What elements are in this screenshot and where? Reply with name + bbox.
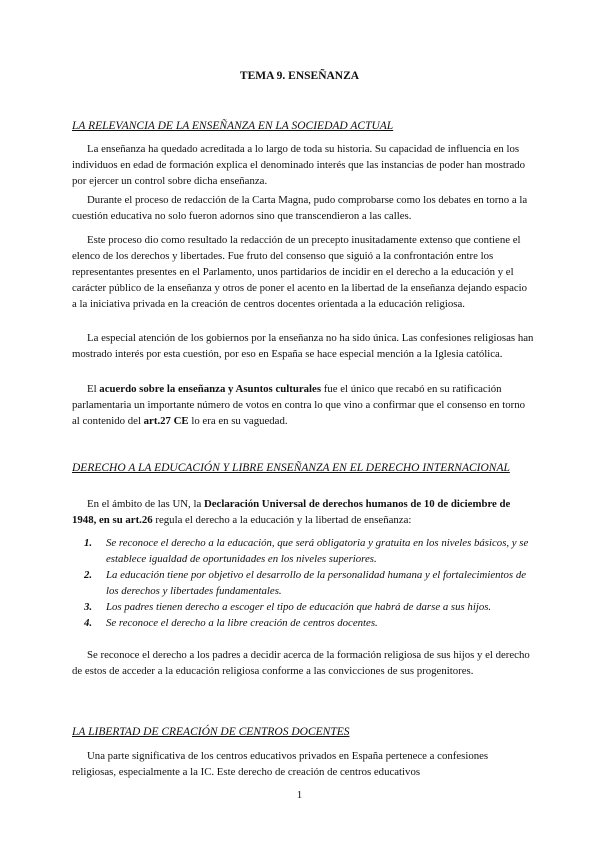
paragraph	[72, 748, 534, 780]
bold-term-acuerdo: acuerdo sobre la enseñanza y Asuntos culturales	[99, 383, 322, 395]
paragraph	[72, 232, 534, 312]
list-item	[72, 567, 534, 599]
paragraph-text: La especial atención de los gobiernos por la enseñanza no ha sido única. Las confesiones religiosas han mostrado interés por esta cuestión, por eso en España se hace especial mención a la Iglesia católica.	[72, 332, 534, 360]
paragraph-text: Una parte significativa de los centros educativos privados en España pertenece a confesiones religiosas, especialmente a la IC. Este derecho de creación de centros educativos	[72, 750, 489, 778]
paragraph	[72, 496, 534, 528]
paragraph-text-end: regula el derecho a la educación y la libertad de enseñanza:	[152, 514, 412, 526]
list-item-text: La educación tiene por objetivo el desarrollo de la personalidad humana y el fortalecimientos de los derechos y libertades fundamentales.	[106, 569, 527, 597]
bold-term-declaracion: Declaración Universal de derechos humanos de 10 de diciembre de 1948, en su art.26	[72, 498, 511, 526]
list-item	[72, 615, 534, 631]
paragraph-text: Durante el proceso de redacción de la Carta Magna, pudo comprobarse como los debates en torno a la cuestión educativa no solo fueron adornos sino que transcendieron a las calles.	[72, 194, 528, 222]
list-item-number: 3.	[84, 601, 93, 613]
paragraph-text-end: lo era en su vaguedad.	[188, 415, 288, 427]
list-item-number: 2.	[84, 569, 93, 581]
paragraph	[72, 381, 534, 429]
paragraph	[72, 330, 534, 362]
list-item-text: Se reconoce el derecho a la educación, que será obligatoria y gratuita en los niveles básicos, y se establece igualdad de oportunidades en los niveles superiores.	[106, 537, 529, 565]
paragraph-text: Este proceso dio como resultado la redacción de un precepto inusitadamente extenso que contiene el elenco de los derechos y libertades. Fue fruto del consenso que siguió a la confrontación entre los representantes presentes en el Parlamento, unos partidarios de incidir en el derecho a la educación y el carácter público de la enseñanza y otros de poner el acento en la libertad de la enseñanza dejando espacio a la iniciativa privada en la creación de centros docentes orientada a la educación religiosa.	[72, 234, 528, 310]
paragraph	[72, 647, 534, 679]
list-item	[72, 599, 534, 615]
paragraph	[72, 141, 534, 189]
list-item-text: Se reconoce el derecho a la libre creación de centros docentes.	[106, 617, 378, 629]
document-title: TEMA 9. ENSEÑANZA	[239, 70, 360, 82]
paragraph-text-start: El	[87, 383, 100, 395]
bold-term-article: art.27 CE	[143, 415, 189, 427]
paragraph-text-middle: fue el único que recabó en su ratificación parlamentaria un importante número de votos en contra lo que vino a confirmar que el consenso en torno al contenido del	[72, 383, 526, 427]
list-item-number: 4.	[84, 617, 93, 629]
numbered-list	[72, 535, 534, 631]
paragraph-text: Se reconoce el derecho a los padres a decidir acerca de la formación religiosa de sus hijos y el derecho de estos de acceder a la educación religiosa conforme a las convicciones de sus progenitores.	[72, 649, 530, 677]
list-item	[72, 535, 534, 567]
paragraph-text-start: En el ámbito de las UN, la	[87, 498, 204, 510]
section-heading-libertad-creacion: LA LIBERTAD DE CREACIÓN DE CENTROS DOCENTES	[72, 726, 350, 738]
paragraph	[72, 192, 534, 224]
list-item-text: Los padres tienen derecho a escoger el tipo de educación que habrá de darse a sus hijos.	[106, 601, 492, 613]
page-number: 1	[296, 789, 303, 801]
list-item-number: 1.	[84, 537, 93, 549]
section-heading-derecho-internacional: DERECHO A LA EDUCACIÓN Y LIBRE ENSEÑANZA EN EL DERECHO INTERNACIONAL	[72, 462, 510, 474]
section-heading-relevancia: LA RELEVANCIA DE LA ENSEÑANZA EN LA SOCIEDAD ACTUAL	[72, 120, 394, 132]
paragraph-text: La enseñanza ha quedado acreditada a lo largo de toda su historia. Su capacidad de influencia en los individuos en edad de formación explica el denominado interés que las instancias de poder han mostrado por ejercer un control sobre dicha enseñanza.	[72, 143, 526, 187]
